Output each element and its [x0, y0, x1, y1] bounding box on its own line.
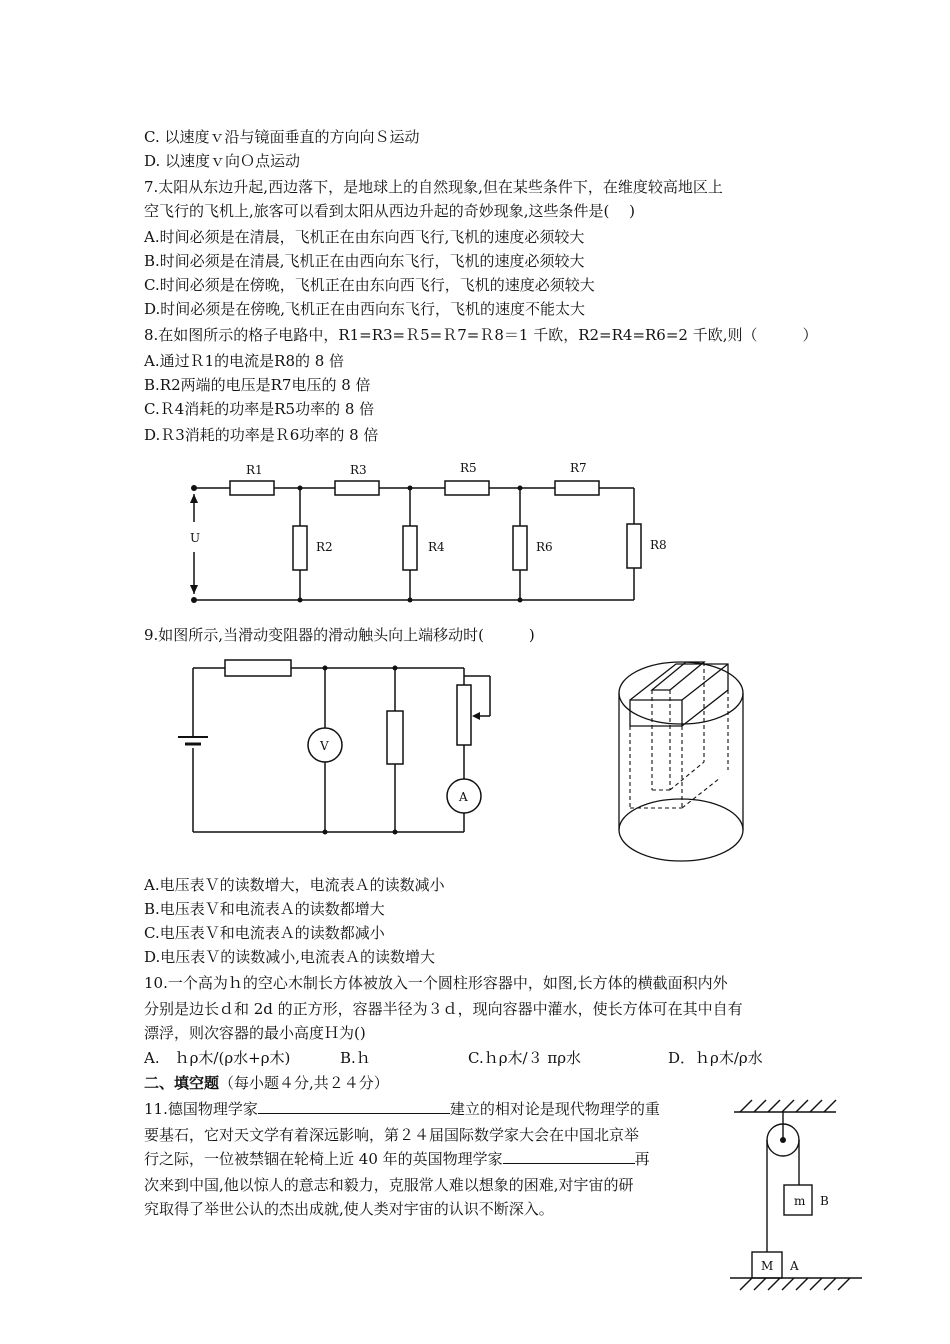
q7-option-a: A.时间必须是在清晨，飞机正在由东向西飞行,飞机的速度必须较大: [144, 228, 585, 246]
q10-option-a: A. ｈρ木/(ρ水+ρ木): [144, 1049, 291, 1067]
section2-title: 二、填空题: [144, 1074, 220, 1092]
ammeter-label: A: [459, 790, 468, 804]
q8-option-b: B.R2两端的电压是R7电压的 8 倍: [144, 376, 371, 394]
q7-stem-line2: 空飞行的飞机上,旅客可以看到太阳从西边升起的奇妙现象,这些条件是( ): [144, 202, 636, 220]
q8-stem: 8.在如图所示的格子电路中，R1=R3=Ｒ5=Ｒ7=Ｒ8＝1 千欧，R2=R4=R6=2 千欧,则（ ）: [144, 326, 818, 344]
label-r1: R1: [246, 463, 263, 477]
q11-line4: 次来到中国,他以惊人的意志和毅力，克服常人难以想象的困难,对宇宙的研: [144, 1176, 634, 1194]
block-m-label: m: [794, 1194, 806, 1208]
q8-option-c: C.Ｒ4消耗的功率是R5功率的 8 倍: [144, 400, 375, 418]
q11-line1-end: 建立的相对论是现代物理学的重: [449, 1100, 660, 1118]
q6-option-c: C. 以速度ｖ沿与镜面垂直的方向向Ｓ运动: [144, 128, 420, 146]
q10-option-c: C.ｈρ木/３ πρ水: [468, 1049, 582, 1067]
label-r4: R4: [428, 540, 445, 554]
q11-line3-start: 行之际，一位被禁锢在轮椅上近 40 年的英国物理学家: [144, 1150, 503, 1168]
label-r5: R5: [460, 461, 477, 475]
q9-option-d: D.电压表Ｖ的读数减小,电流表Ａ的读数增大: [144, 948, 436, 966]
q10-option-d: D．ｈρ木/ρ水: [668, 1049, 763, 1067]
q7-stem-line1: 7.太阳从东边升起,西边落下，是地球上的自然现象,但在某些条件下，在维度较高地区上: [144, 178, 723, 196]
q7-option-d: D.时间必须是在傍晚,飞机正在由西向东飞行，飞机的速度不能太大: [144, 300, 586, 318]
q7-option-c: C.时间必须是在傍晚，飞机正在由东向西飞行，飞机的速度必须较大: [144, 276, 595, 294]
q9-option-c: C.电压表Ｖ和电流表Ａ的读数都减小: [144, 924, 385, 942]
q11-line3-end: 再: [634, 1150, 650, 1168]
label-r7: R7: [570, 461, 587, 475]
label-r3: R3: [350, 463, 367, 477]
q9-option-b: B.电压表Ｖ和电流表Ａ的读数都增大: [144, 900, 385, 918]
label-r6: R6: [536, 540, 553, 554]
q6-option-d: D. 以速度ｖ向Ｏ点运动: [144, 152, 301, 170]
label-r8: R8: [650, 538, 667, 552]
q9-option-a: A.电压表Ｖ的读数增大，电流表Ａ的读数减小: [144, 876, 445, 894]
q10-stem-line3: 漂浮，则次容器的最小高度Ｈ为(): [144, 1024, 366, 1042]
block-M-label: M: [761, 1259, 774, 1273]
block-b-label: B: [820, 1194, 829, 1208]
q10-option-b: B.ｈ: [340, 1049, 371, 1067]
label-u: U: [190, 531, 201, 545]
q11-line2: 要基石，它对天文学有着深远影响，第２４届国际数学家大会在中国北京举: [144, 1126, 640, 1144]
q10-stem-line2: 分别是边长ｄ和 2d 的正方形，容器半径为３ｄ，现向容器中灌水，使长方体可在其中自有: [144, 1000, 743, 1018]
q10-stem-line1: 10.一个高为ｈ的空心木制长方体被放入一个圆柱形容器中，如图,长方体的横截面积内外: [144, 974, 728, 992]
label-r2: R2: [316, 540, 333, 554]
block-a-label: A: [790, 1259, 799, 1273]
q7-option-b: B.时间必须是在清晨,飞机正在由西向东飞行，飞机的速度必须较大: [144, 252, 585, 270]
q9-stem: 9.如图所示,当滑动变阻器的滑动触头向上端移动时( ): [144, 626, 535, 644]
voltmeter-label: V: [320, 739, 329, 753]
q11-line5: 究取得了举世公认的杰出成就,使人类对宇宙的认识不断深入。: [144, 1200, 554, 1218]
q11-line1-start: 11.德国物理学家: [144, 1100, 258, 1118]
q8-option-a: A.通过Ｒ1的电流是R8的 8 倍: [144, 352, 345, 370]
section2-note: （每小题４分,共２４分）: [219, 1074, 389, 1092]
q8-option-d: D.Ｒ3消耗的功率是Ｒ6功率的 8 倍: [144, 426, 379, 444]
